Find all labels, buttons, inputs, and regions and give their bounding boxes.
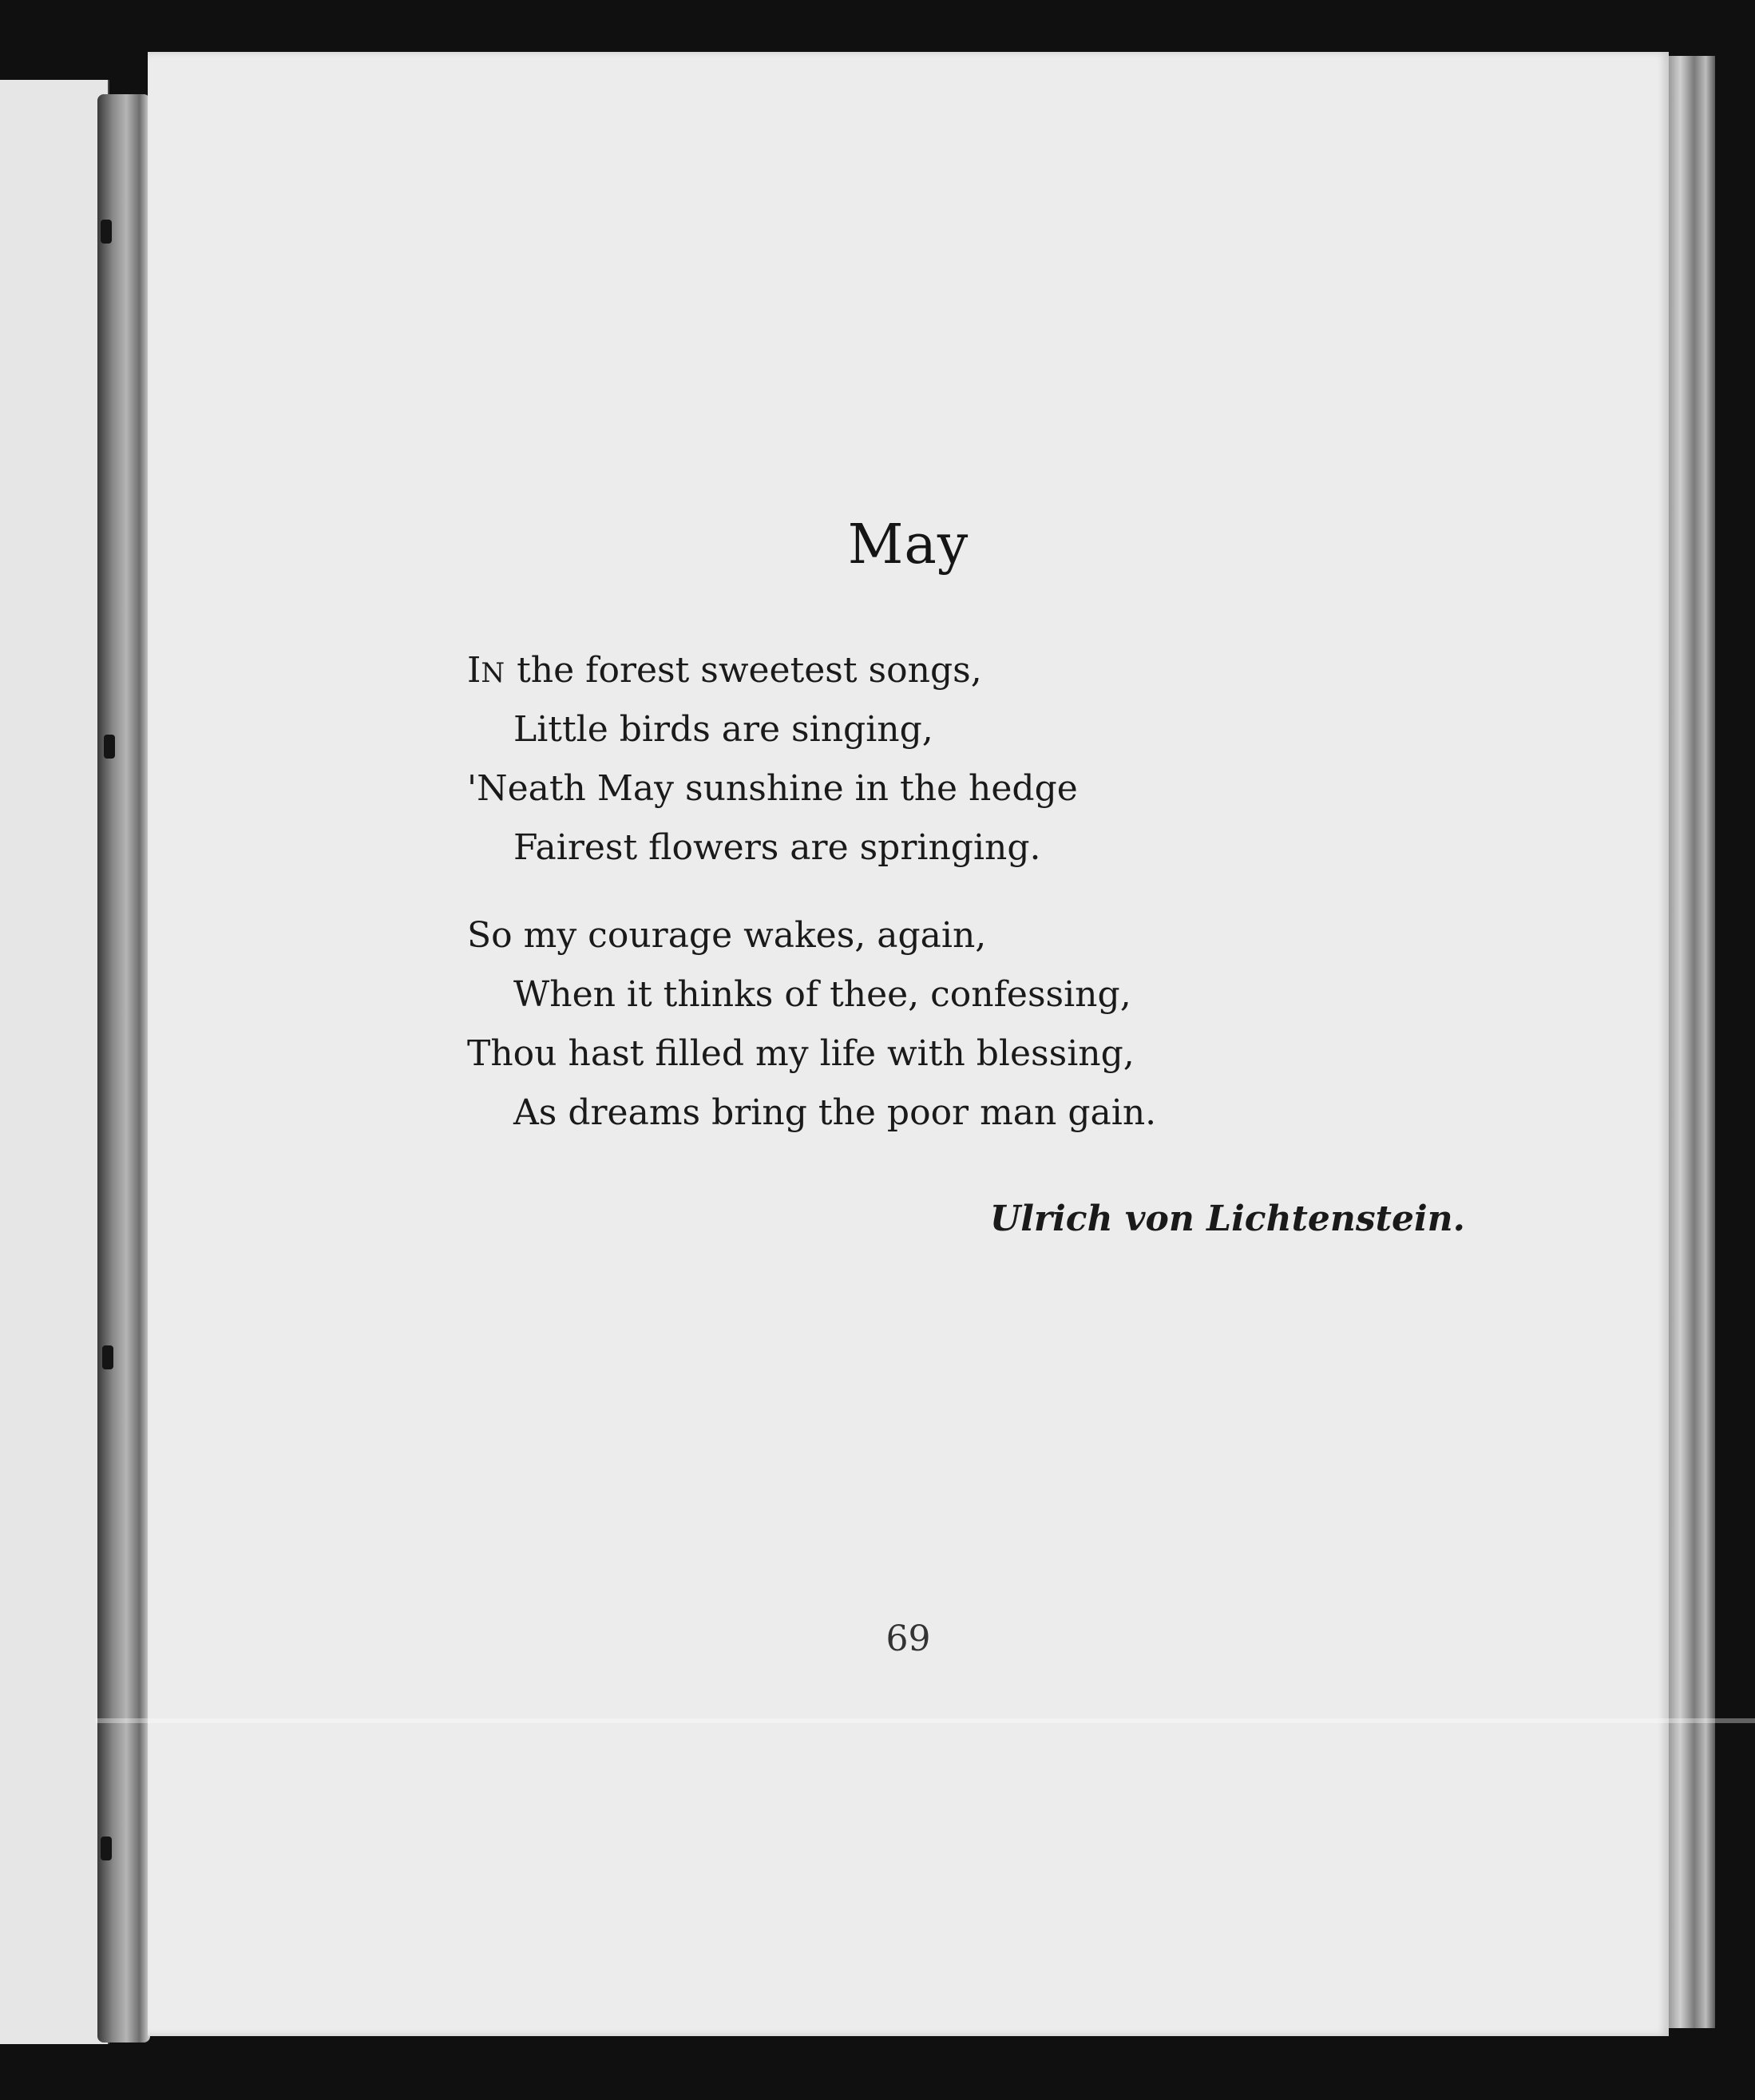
left-facing-page [0,80,109,2044]
book-page [148,52,1669,2036]
poem-body [467,641,1505,1143]
stanza-break [467,878,1505,906]
poem-line: Fairest flowers are springing. [513,827,1041,868]
poem-title: May [847,513,969,577]
page-number: 69 [885,1619,931,1659]
book-gutter [97,94,150,2043]
poem-attribution: Ulrich von Lichtenstein. [989,1199,1465,1239]
line-text: the forest sweetest songs, [505,650,982,691]
poem-line: When it thinks of thee, confessing, [513,974,1131,1015]
poem-line: So my courage wakes, again, [467,915,987,956]
scan-artifact-line [96,1718,1755,1723]
poem-line [467,641,1505,700]
poem-line: 'Neath May sunshine in the hedge [467,768,1078,809]
binding-thread-mark [101,220,112,244]
page-stack-edge [1669,56,1715,2028]
small-caps-letter: N [481,657,506,689]
poem-line: Thou hast filled my life with blessing, [467,1033,1135,1074]
poem-line: As dreams bring the poor man gain. [513,1092,1157,1133]
binding-thread-mark [102,1345,113,1369]
drop-initial: I [467,650,481,691]
poem-line: Little birds are singing, [513,709,933,750]
binding-thread-mark [104,735,115,759]
binding-thread-mark [101,1837,112,1860]
